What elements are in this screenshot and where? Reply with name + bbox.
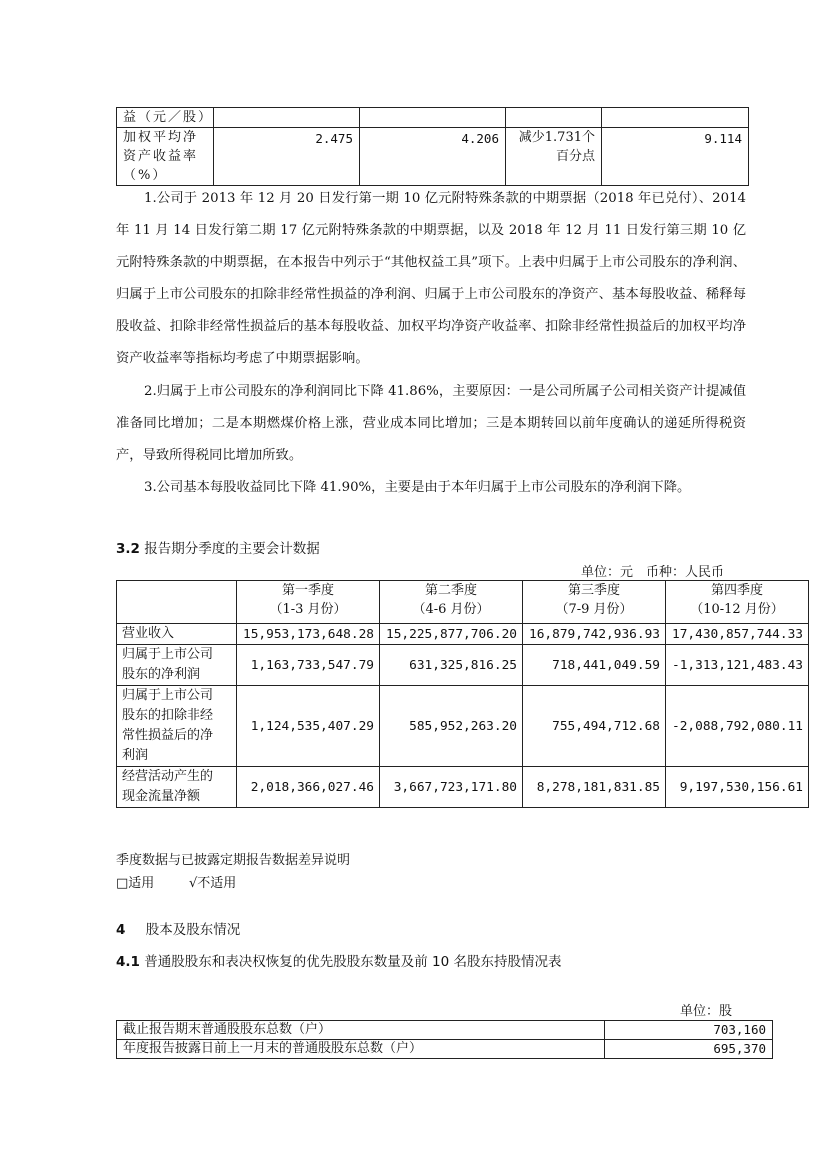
header-name: 第四季度 <box>710 583 763 598</box>
cell: 2,018,366,027.46 <box>237 767 380 808</box>
header-name: 第二季度 <box>424 583 477 598</box>
row-label-line: 股东的净利润 <box>122 667 201 682</box>
note-2: 2.归属于上市公司股东的净利润同比下降 41.86%，主要原因：一是公司所属子公司相关资产计提减值准备同比增加；二是本期燃煤价格上涨，营业成本同比增加；三是本期转回以前年度确认的递延所得税资产，导致所得税同比增加所致。 <box>116 384 746 463</box>
cell-line: 百分点 <box>555 149 595 164</box>
cell: 585,952,263.20 <box>380 686 523 767</box>
cell <box>214 108 360 128</box>
cell: 703,160 <box>605 1021 773 1040</box>
eps-roe-table <box>116 107 749 186</box>
cell: -1,313,121,483.43 <box>666 645 809 686</box>
row-label-line: （%） <box>123 168 168 183</box>
table-row <box>117 1040 773 1059</box>
row-label-line: 利润 <box>122 748 149 763</box>
diff-title: 季度数据与已披露定期报告数据差异说明 <box>116 853 351 868</box>
table-row <box>117 767 809 808</box>
row-label <box>117 686 237 767</box>
section-heading-4 <box>116 918 240 938</box>
header-name: 第一季度 <box>281 583 334 598</box>
cell: 1,124,535,407.29 <box>237 686 380 767</box>
cell <box>506 128 602 186</box>
section-number: 3.2 <box>116 541 140 557</box>
cell: 9,197,530,156.61 <box>666 767 809 808</box>
row-label: 年度报告披露日前上一月末的普通股股东总数（户） <box>117 1040 605 1059</box>
row-label <box>117 624 237 645</box>
row-label: 益（元／股） <box>117 108 214 128</box>
row-label <box>117 645 237 686</box>
row-label-line: 现金流量净额 <box>122 789 201 804</box>
quarterly-table <box>116 580 809 808</box>
cell: 631,325,816.25 <box>380 645 523 686</box>
section-heading-4-1 <box>116 950 561 970</box>
section-number: 4 <box>116 922 126 938</box>
row-label-line: 经营活动产生的 <box>122 769 214 784</box>
row-label: 截止报告期末普通股股东总数（户） <box>117 1021 605 1040</box>
shareholder-count-table <box>116 1020 773 1059</box>
table-row <box>117 645 809 686</box>
table-row <box>117 1021 773 1040</box>
row-label-line: 加权平均净 <box>123 130 199 145</box>
cell: -2,088,792,080.11 <box>666 686 809 767</box>
section-number: 4.1 <box>116 954 140 970</box>
cell: 718,441,049.59 <box>523 645 666 686</box>
cell: 3,667,723,171.80 <box>380 767 523 808</box>
header-range: （1-3 月份） <box>269 602 347 617</box>
row-label <box>117 767 237 808</box>
header-blank <box>117 581 237 624</box>
cell: 4.206 <box>360 128 506 186</box>
header-q3 <box>523 581 666 624</box>
header-range: （7-9 月份） <box>555 602 633 617</box>
section-title: 股本及股东情况 <box>145 922 241 938</box>
not-applicable-option: √不适用 <box>189 876 237 891</box>
section-heading-3-2 <box>116 537 320 557</box>
cell: 15,953,173,648.28 <box>237 624 380 645</box>
header-q4 <box>666 581 809 624</box>
cell: 9.114 <box>602 128 749 186</box>
cell <box>506 108 602 128</box>
cell-line: 减少1.731个 <box>518 130 595 145</box>
cell: 755,494,712.68 <box>523 686 666 767</box>
header-q1 <box>237 581 380 624</box>
unit-label: 单位：元 币种：人民币 <box>581 565 725 580</box>
row-label-line: 归属于上市公司 <box>122 647 214 662</box>
header-range: （4-6 月份） <box>412 602 490 617</box>
row-label-line: 资产收益率 <box>123 149 199 164</box>
table-row <box>117 108 749 128</box>
header-q2 <box>380 581 523 624</box>
cell: 17,430,857,744.33 <box>666 624 809 645</box>
table-row <box>117 624 809 645</box>
cell: 15,225,877,706.20 <box>380 624 523 645</box>
row-label-line: 营业收入 <box>122 626 175 641</box>
cell: 16,879,742,936.93 <box>523 624 666 645</box>
unit-label: 单位：股 <box>680 1004 733 1019</box>
cell: 695,370 <box>605 1040 773 1059</box>
table-row <box>117 686 809 767</box>
applicable-option: □适用 <box>116 876 155 891</box>
cell <box>360 108 506 128</box>
section-title: 报告期分季度的主要会计数据 <box>144 541 320 557</box>
header-name: 第三季度 <box>567 583 620 598</box>
cell: 8,278,181,831.85 <box>523 767 666 808</box>
note-1: 1.公司于 2013 年 12 月 20 日发行第一期 10 亿元附特殊条款的中期票据（2018 年已兑付）、2014 年 11 月 14 日发行第二期 17 亿元附特殊条款的中期票据，以及 2018 年 12 月 11 日发行第三期 10 亿元附特殊条款的中期票据，在本报告中列示于“其他权益工具”项下。上表中归属于上市公司股东的净利润、归属于上市公司股东的扣除非经常性损益的净利润、归属于上市公司股东的净资产、基本每股收益、稀释每股收益、扣除非经常性损益后的基本每股收益、加权平均净资产收益率、扣除非经常性损益后的加权平均净资产收益率等指标均考虑了中期票据影响。 <box>116 191 746 366</box>
section-title: 普通股股东和表决权恢复的优先股股东数量及前 10 名股东持股情况表 <box>144 954 562 970</box>
cell: 2.475 <box>214 128 360 186</box>
cell: 1,163,733,547.79 <box>237 645 380 686</box>
table-header-row <box>117 581 809 624</box>
row-label-line: 归属于上市公司 <box>122 688 214 703</box>
cell <box>602 108 749 128</box>
table-row <box>117 128 749 186</box>
row-label-line: 股东的扣除非经 <box>122 708 214 723</box>
row-label-line: 常性损益后的净 <box>122 728 214 743</box>
header-range: （10-12 月份） <box>690 602 784 617</box>
note-3: 3.公司基本每股收益同比下降 41.90%，主要是由于本年归属于上市公司股东的净利润下降。 <box>144 480 691 495</box>
row-label <box>117 128 214 186</box>
